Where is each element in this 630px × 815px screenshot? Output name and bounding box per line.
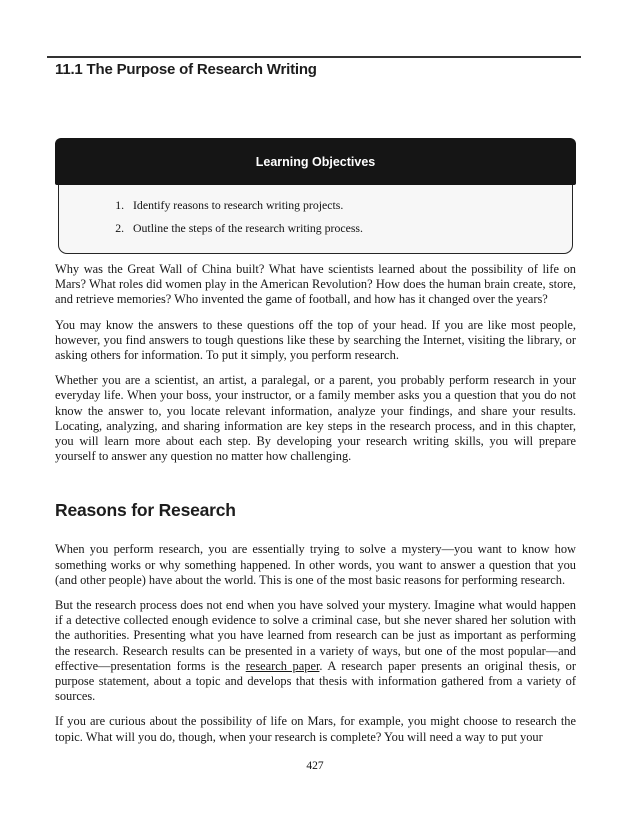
learning-objectives-header bbox=[55, 138, 576, 185]
intro-paragraph: You may know the answers to these questions off the top of your head. If you are like most people, however, you find answers to tough questions like these by searching the Internet, visiting the library, or asking others for information. To put it simply, you perform research. bbox=[55, 317, 576, 363]
section-paragraph: When you perform research, you are essentially trying to solve a mystery—you want to know how something works or why something happened. In other words, you want to answer a question that you (and other people) have about the world. This is one of the most basic reasons for performing research. bbox=[55, 542, 576, 587]
page-number: 427 bbox=[306, 760, 324, 772]
learning-objectives-title: Learning Objectives bbox=[255, 154, 376, 169]
page-title: 11.1 The Purpose of Research Writing bbox=[55, 61, 317, 78]
paragraph-text: . A research paper presents an original thesis, or purpose statement, about a topic and develops that thesis with information gathered from a variety of sources. bbox=[55, 658, 576, 704]
learning-objectives-list bbox=[83, 198, 548, 236]
title-divider bbox=[47, 56, 581, 58]
learning-objective-item: 1. Identify reasons to research writing projects. bbox=[127, 198, 548, 213]
section-paragraph: If you are curious about the possibility of life on Mars, for example, you might choose to research the topic. What will you do, though, when your research is complete? You will need a way to put your bbox=[55, 714, 576, 744]
learning-objectives-body bbox=[58, 185, 573, 254]
section-paragraph bbox=[55, 598, 576, 704]
learning-objective-item: 2. Outline the steps of the research writing process. bbox=[127, 221, 548, 236]
paragraph-text: But the research process does not end when you have solved your mystery. Imagine what would happen if a detective collected enough evidence to solve a criminal case, but she never shared her solution with the authorities. Presenting what you have learned from research can be just as important as performing the research. Research results can be presented in a variety of ways, but one of the most popular—and effective—presentation forms is the bbox=[55, 598, 576, 673]
section-heading: Reasons for Research bbox=[55, 500, 236, 521]
intro-paragraph: Whether you are a scientist, an artist, a paralegal, or a parent, you probably perform research in your everyday life. When your boss, your instructor, or a family member asks you a question that you do not know the answer to, you locate relevant information, analyze your findings, and share your results. Locating, analyzing, and sharing information are key steps in the research process, and in this chapter, you will learn more about each step. By developing your research writing skills, you will prepare yourself to answer any question no matter how challenging. bbox=[55, 373, 576, 464]
learning-objectives-box bbox=[55, 138, 576, 254]
intro-paragraph: Why was the Great Wall of China built? What have scientists learned about the possibility of life on Mars? What roles did women play in the American Revolution? How does the human brain create, store, and retrieve memories? Who invented the game of football, and how has it changed over the years? bbox=[55, 262, 576, 307]
research-paper-link[interactable]: research paper bbox=[245, 658, 320, 673]
body-text bbox=[55, 262, 576, 755]
